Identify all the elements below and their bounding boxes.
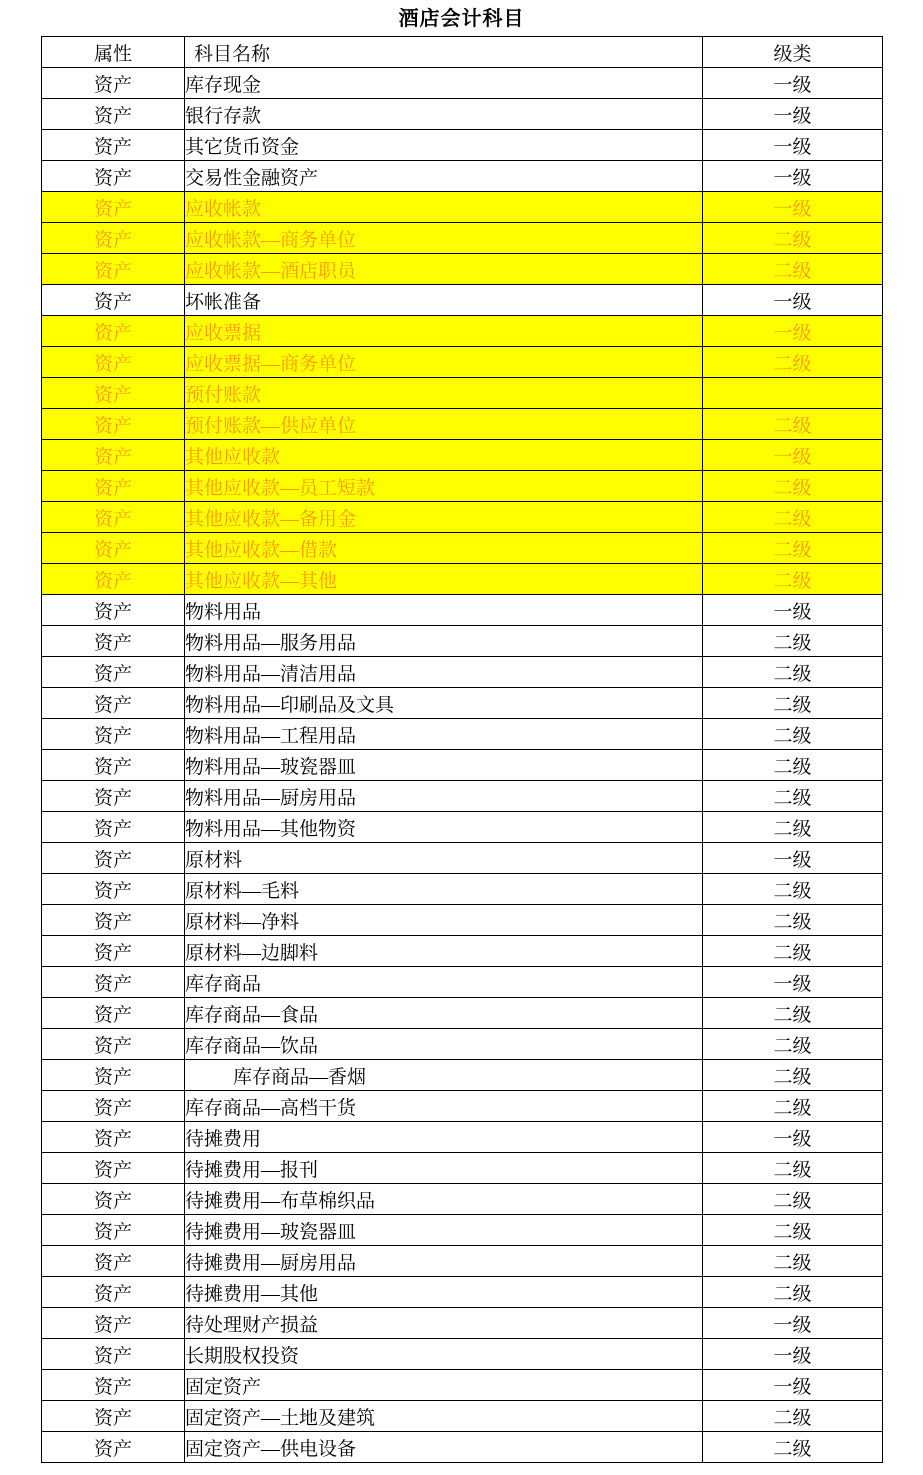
cell-account-name[interactable]: 坏帐准备 [185, 285, 703, 316]
table-row[interactable] [42, 1401, 883, 1432]
cell-account-name[interactable]: 待处理财产损益 [185, 1308, 703, 1339]
table-row[interactable] [42, 68, 883, 99]
cell-attribute[interactable]: 资产 [42, 750, 185, 781]
table-row[interactable] [42, 440, 883, 471]
cell-account-name[interactable]: 物料用品—清洁用品 [185, 657, 703, 688]
cell-account-name[interactable]: 物料用品—玻瓷器皿 [185, 750, 703, 781]
cell-account-name[interactable]: 物料用品—服务用品 [185, 626, 703, 657]
cell-attribute[interactable]: 资产 [42, 347, 185, 378]
cell-attribute[interactable]: 资产 [42, 1029, 185, 1060]
table-row[interactable] [42, 316, 883, 347]
cell-level[interactable]: 一级 [703, 99, 883, 130]
cell-attribute[interactable]: 资产 [42, 1184, 185, 1215]
cell-level[interactable]: 二级 [703, 1432, 883, 1463]
cell-attribute[interactable]: 资产 [42, 285, 185, 316]
table-row[interactable] [42, 192, 883, 223]
table-row[interactable] [42, 874, 883, 905]
table-row[interactable] [42, 564, 883, 595]
cell-attribute[interactable]: 资产 [42, 99, 185, 130]
cell-level[interactable]: 二级 [703, 998, 883, 1029]
cell-level[interactable]: 一级 [703, 595, 883, 626]
cell-level[interactable]: 二级 [703, 1246, 883, 1277]
table-row[interactable] [42, 1060, 883, 1091]
cell-account-name[interactable]: 库存现金 [185, 68, 703, 99]
cell-attribute[interactable]: 资产 [42, 1246, 185, 1277]
table-row[interactable] [42, 688, 883, 719]
table-row[interactable] [42, 378, 883, 409]
cell-account-name[interactable]: 固定资产—土地及建筑 [185, 1401, 703, 1432]
cell-account-name[interactable]: 原材料—毛料 [185, 874, 703, 905]
table-row[interactable] [42, 595, 883, 626]
table-row[interactable] [42, 409, 883, 440]
cell-level[interactable]: 二级 [703, 471, 883, 502]
cell-account-name[interactable]: 待摊费用—其他 [185, 1277, 703, 1308]
column-header-account-name: 科目名称 [185, 37, 703, 68]
cell-level[interactable]: 一级 [703, 130, 883, 161]
cell-level[interactable]: 二级 [703, 502, 883, 533]
cell-account-name[interactable]: 长期股权投资 [185, 1339, 703, 1370]
cell-level[interactable]: 二级 [703, 409, 883, 440]
cell-level[interactable]: 一级 [703, 843, 883, 874]
cell-account-name[interactable]: 其他应收款 [185, 440, 703, 471]
cell-account-name[interactable]: 物料用品—印刷品及文具 [185, 688, 703, 719]
cell-attribute[interactable]: 资产 [42, 1091, 185, 1122]
cell-account-name[interactable]: 预付账款 [185, 378, 703, 409]
table-row[interactable] [42, 1091, 883, 1122]
table-row[interactable] [42, 285, 883, 316]
cell-attribute[interactable]: 资产 [42, 657, 185, 688]
cell-level[interactable]: 二级 [703, 533, 883, 564]
cell-level[interactable]: 一级 [703, 1122, 883, 1153]
cell-level[interactable]: 二级 [703, 657, 883, 688]
cell-attribute[interactable]: 资产 [42, 68, 185, 99]
cell-attribute[interactable]: 资产 [42, 719, 185, 750]
table-row[interactable] [42, 750, 883, 781]
table-row[interactable] [42, 502, 883, 533]
cell-account-name[interactable]: 预付账款—供应单位 [185, 409, 703, 440]
table-row[interactable] [42, 1122, 883, 1153]
cell-attribute[interactable]: 资产 [42, 471, 185, 502]
cell-account-name[interactable]: 其他应收款—借款 [185, 533, 703, 564]
cell-account-name[interactable]: 物料用品—工程用品 [185, 719, 703, 750]
table-row[interactable] [42, 781, 883, 812]
table-row[interactable] [42, 1339, 883, 1370]
cell-account-name[interactable]: 固定资产—供电设备 [185, 1432, 703, 1463]
cell-attribute[interactable]: 资产 [42, 1339, 185, 1370]
cell-account-name[interactable]: 固定资产 [185, 1370, 703, 1401]
table-row[interactable] [42, 936, 883, 967]
cell-attribute[interactable]: 资产 [42, 409, 185, 440]
page-title: 酒店会计科目 [398, 8, 525, 30]
cell-account-name[interactable]: 待摊费用—玻瓷器皿 [185, 1215, 703, 1246]
cell-attribute[interactable]: 资产 [42, 1215, 185, 1246]
cell-account-name[interactable]: 库存商品—饮品 [185, 1029, 703, 1060]
table-row[interactable] [42, 843, 883, 874]
cell-level[interactable]: 二级 [703, 1401, 883, 1432]
cell-level[interactable]: 二级 [703, 874, 883, 905]
table-row[interactable] [42, 533, 883, 564]
cell-attribute[interactable]: 资产 [42, 130, 185, 161]
table-row[interactable] [42, 471, 883, 502]
cell-level[interactable]: 二级 [703, 564, 883, 595]
cell-attribute[interactable]: 资产 [42, 1277, 185, 1308]
cell-account-name[interactable]: 待摊费用 [185, 1122, 703, 1153]
table-row[interactable] [42, 1029, 883, 1060]
cell-level[interactable]: 二级 [703, 1184, 883, 1215]
cell-level[interactable]: 一级 [703, 1370, 883, 1401]
cell-level[interactable]: 一级 [703, 1339, 883, 1370]
cell-account-name[interactable]: 其他应收款—员工短款 [185, 471, 703, 502]
cell-attribute[interactable]: 资产 [42, 998, 185, 1029]
cell-level[interactable]: 二级 [703, 254, 883, 285]
cell-level[interactable]: 二级 [703, 936, 883, 967]
cell-account-name[interactable]: 应收帐款 [185, 192, 703, 223]
cell-account-name[interactable]: 库存商品—香烟 [185, 1060, 703, 1091]
cell-attribute[interactable]: 资产 [42, 1432, 185, 1463]
cell-attribute[interactable]: 资产 [42, 595, 185, 626]
cell-attribute[interactable]: 资产 [42, 1308, 185, 1339]
cell-attribute[interactable]: 资产 [42, 1370, 185, 1401]
cell-account-name[interactable]: 待摊费用—厨房用品 [185, 1246, 703, 1277]
cell-attribute[interactable]: 资产 [42, 905, 185, 936]
cell-account-name[interactable]: 应收票据—商务单位 [185, 347, 703, 378]
table-row[interactable] [42, 905, 883, 936]
cell-attribute[interactable]: 资产 [42, 564, 185, 595]
cell-attribute[interactable]: 资产 [42, 1153, 185, 1184]
cell-attribute[interactable]: 资产 [42, 843, 185, 874]
table-row[interactable] [42, 657, 883, 688]
cell-level[interactable]: 二级 [703, 688, 883, 719]
cell-account-name[interactable]: 应收票据 [185, 316, 703, 347]
table-row[interactable] [42, 1215, 883, 1246]
table-header-row [42, 37, 883, 68]
cell-level[interactable]: 二级 [703, 1091, 883, 1122]
table-row[interactable] [42, 1370, 883, 1401]
cell-level[interactable] [703, 378, 883, 409]
table-row[interactable] [42, 626, 883, 657]
table-row[interactable] [42, 254, 883, 285]
cell-attribute[interactable]: 资产 [42, 812, 185, 843]
table-row[interactable] [42, 161, 883, 192]
cell-account-name[interactable]: 其他应收款—其他 [185, 564, 703, 595]
cell-level[interactable]: 一级 [703, 316, 883, 347]
cell-account-name[interactable]: 其它货币资金 [185, 130, 703, 161]
table-row[interactable] [42, 719, 883, 750]
cell-level[interactable]: 二级 [703, 1029, 883, 1060]
cell-account-name[interactable]: 库存商品—高档干货 [185, 1091, 703, 1122]
cell-account-name[interactable]: 其他应收款—备用金 [185, 502, 703, 533]
cell-account-name[interactable]: 待摊费用—布草棉织品 [185, 1184, 703, 1215]
cell-level[interactable]: 二级 [703, 1215, 883, 1246]
cell-level[interactable]: 二级 [703, 750, 883, 781]
cell-level[interactable]: 二级 [703, 347, 883, 378]
table-row[interactable] [42, 812, 883, 843]
cell-level[interactable]: 一级 [703, 68, 883, 99]
cell-account-name[interactable]: 物料用品—其他物资 [185, 812, 703, 843]
cell-level[interactable]: 一级 [703, 161, 883, 192]
cell-attribute[interactable]: 资产 [42, 626, 185, 657]
cell-account-name[interactable]: 物料用品 [185, 595, 703, 626]
cell-account-name[interactable]: 银行存款 [185, 99, 703, 130]
column-header-attribute: 属性 [42, 37, 185, 68]
cell-account-name[interactable]: 原材料—净料 [185, 905, 703, 936]
cell-level[interactable]: 一级 [703, 440, 883, 471]
table-row[interactable] [42, 998, 883, 1029]
cell-account-name[interactable]: 交易性金融资产 [185, 161, 703, 192]
table-row[interactable] [42, 130, 883, 161]
cell-attribute[interactable]: 资产 [42, 440, 185, 471]
cell-account-name[interactable]: 应收帐款—酒店职员 [185, 254, 703, 285]
cell-account-name[interactable]: 应收帐款—商务单位 [185, 223, 703, 254]
accounts-table [41, 36, 883, 1463]
cell-level[interactable]: 二级 [703, 781, 883, 812]
cell-account-name[interactable]: 物料用品—厨房用品 [185, 781, 703, 812]
column-header-level: 级类 [703, 37, 883, 68]
cell-account-name[interactable]: 原材料 [185, 843, 703, 874]
table-row[interactable] [42, 99, 883, 130]
table-row[interactable] [42, 1153, 883, 1184]
cell-level[interactable]: 一级 [703, 285, 883, 316]
cell-attribute[interactable]: 资产 [42, 502, 185, 533]
cell-attribute[interactable]: 资产 [42, 1060, 185, 1091]
cell-level[interactable]: 一级 [703, 967, 883, 998]
cell-level[interactable]: 二级 [703, 1277, 883, 1308]
cell-level[interactable]: 二级 [703, 1153, 883, 1184]
table-body [42, 37, 883, 1463]
cell-attribute[interactable]: 资产 [42, 161, 185, 192]
cell-level[interactable]: 二级 [703, 223, 883, 254]
cell-attribute[interactable]: 资产 [42, 1122, 185, 1153]
cell-attribute[interactable]: 资产 [42, 781, 185, 812]
cell-account-name[interactable]: 原材料—边脚料 [185, 936, 703, 967]
cell-account-name[interactable]: 待摊费用—报刊 [185, 1153, 703, 1184]
cell-attribute[interactable]: 资产 [42, 533, 185, 564]
cell-attribute[interactable]: 资产 [42, 874, 185, 905]
cell-attribute[interactable]: 资产 [42, 192, 185, 223]
cell-level[interactable]: 二级 [703, 905, 883, 936]
table-row[interactable] [42, 347, 883, 378]
cell-attribute[interactable]: 资产 [42, 316, 185, 347]
cell-attribute[interactable]: 资产 [42, 223, 185, 254]
cell-level[interactable]: 二级 [703, 812, 883, 843]
table-row[interactable] [42, 1246, 883, 1277]
table-row[interactable] [42, 1184, 883, 1215]
table-row[interactable] [42, 223, 883, 254]
cell-attribute[interactable]: 资产 [42, 967, 185, 998]
cell-level[interactable]: 一级 [703, 192, 883, 223]
cell-attribute[interactable]: 资产 [42, 254, 185, 285]
cell-attribute[interactable]: 资产 [42, 688, 185, 719]
cell-attribute[interactable]: 资产 [42, 1401, 185, 1432]
cell-level[interactable]: 二级 [703, 719, 883, 750]
cell-level[interactable]: 二级 [703, 1060, 883, 1091]
table-row[interactable] [42, 1277, 883, 1308]
cell-level[interactable]: 二级 [703, 626, 883, 657]
table-row[interactable] [42, 1308, 883, 1339]
cell-account-name[interactable]: 库存商品 [185, 967, 703, 998]
table-row[interactable] [42, 967, 883, 998]
table-row[interactable] [42, 1432, 883, 1463]
cell-attribute[interactable]: 资产 [42, 378, 185, 409]
cell-account-name[interactable]: 库存商品—食品 [185, 998, 703, 1029]
cell-level[interactable]: 一级 [703, 1308, 883, 1339]
cell-attribute[interactable]: 资产 [42, 936, 185, 967]
